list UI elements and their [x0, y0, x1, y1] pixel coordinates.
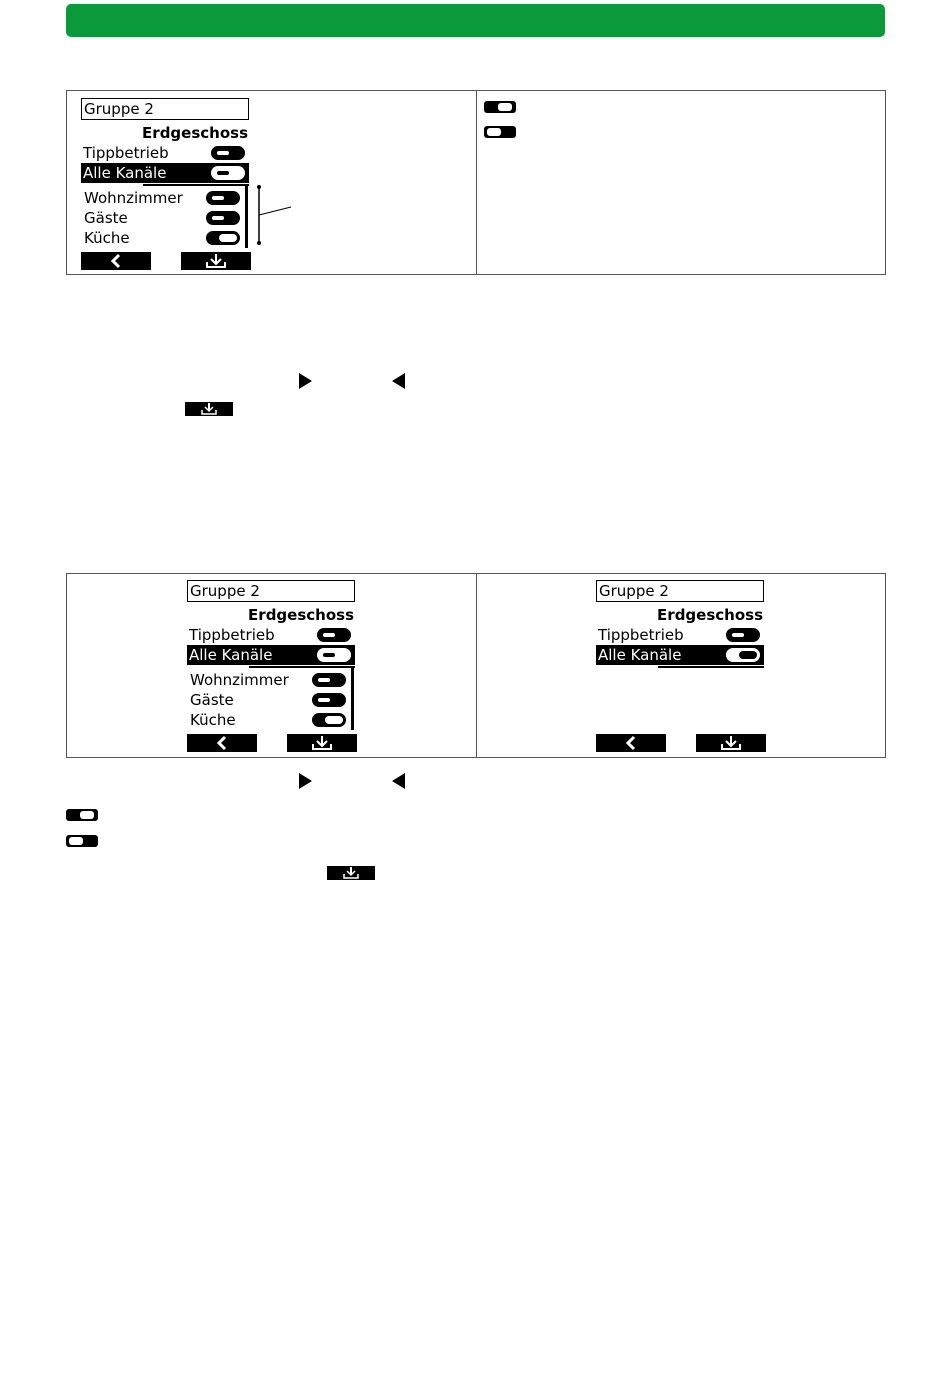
separator-line	[658, 666, 764, 668]
save-icon	[181, 252, 251, 270]
menu-row-kueche[interactable]: Küche	[81, 228, 249, 248]
toggle-off-icon	[66, 835, 98, 847]
menu-row-tippbetrieb[interactable]: Tippbetrieb	[596, 625, 764, 645]
separator-line	[143, 184, 249, 186]
display-subtitle: Erdgeschoss	[142, 124, 248, 142]
toggle-on-icon[interactable]	[206, 231, 240, 245]
save-icon	[696, 734, 766, 752]
menu-row-gaeste[interactable]: Gäste	[187, 690, 355, 710]
display-subtitle: Erdgeschoss	[657, 606, 763, 624]
menu-row-wohnzimmer[interactable]: Wohnzimmer	[81, 188, 249, 208]
toggle-off-icon[interactable]	[206, 191, 240, 205]
toggle-off-icon[interactable]	[206, 211, 240, 225]
display-title: Gruppe 2	[81, 98, 249, 120]
menu-row-gaeste[interactable]: Gäste	[81, 208, 249, 228]
scrollbar[interactable]	[245, 186, 248, 248]
panel-top	[66, 90, 886, 275]
softkey-bar	[596, 734, 766, 752]
panel-divider	[476, 91, 477, 274]
display-before	[187, 580, 357, 752]
menu-row-alle-kanaele[interactable]: Alle Kanäle	[187, 645, 355, 665]
scrollbar[interactable]	[351, 668, 354, 730]
separator-line	[249, 666, 355, 668]
toggle-on-icon	[484, 101, 516, 113]
toggle-off-icon[interactable]	[312, 693, 346, 707]
display-after	[596, 580, 766, 752]
arrow-right-icon	[299, 373, 312, 389]
toggle-on-icon[interactable]	[726, 648, 760, 662]
toggle-off-icon[interactable]	[211, 166, 245, 180]
toggle-off-icon[interactable]	[317, 628, 351, 642]
toggle-off-icon[interactable]	[726, 628, 760, 642]
toggle-on-icon	[66, 809, 98, 821]
save-icon	[185, 402, 233, 416]
back-softkey[interactable]	[81, 252, 151, 270]
menu-row-tippbetrieb[interactable]: Tippbetrieb	[187, 625, 355, 645]
panel-divider	[476, 574, 477, 757]
toggle-off-icon	[484, 126, 516, 138]
save-softkey[interactable]	[696, 734, 766, 752]
toggle-off-icon[interactable]	[211, 146, 245, 160]
back-softkey[interactable]	[187, 734, 257, 752]
softkey-bar	[81, 252, 251, 270]
back-icon	[81, 252, 151, 270]
back-icon	[187, 734, 257, 752]
arrow-left-icon	[392, 373, 405, 389]
toggle-on-icon[interactable]	[312, 713, 346, 727]
menu-row-kueche[interactable]: Küche	[187, 710, 355, 730]
menu-row-alle-kanaele[interactable]: Alle Kanäle	[81, 163, 249, 183]
callout-bracket	[253, 183, 293, 247]
arrow-left-icon	[392, 773, 405, 789]
menu-row-wohnzimmer[interactable]: Wohnzimmer	[187, 670, 355, 690]
save-softkey[interactable]	[181, 252, 251, 270]
arrow-right-icon	[299, 773, 312, 789]
toggle-off-icon[interactable]	[317, 648, 351, 662]
header-bar	[66, 4, 885, 37]
display-top	[81, 98, 251, 270]
menu-row-alle-kanaele[interactable]: Alle Kanäle	[596, 645, 764, 665]
softkey-bar	[187, 734, 357, 752]
save-softkey[interactable]	[287, 734, 357, 752]
back-icon	[596, 734, 666, 752]
panel-bottom	[66, 573, 886, 758]
menu-row-tippbetrieb[interactable]: Tippbetrieb	[81, 143, 249, 163]
display-subtitle: Erdgeschoss	[248, 606, 354, 624]
save-icon	[287, 734, 357, 752]
display-title: Gruppe 2	[596, 580, 764, 602]
display-title: Gruppe 2	[187, 580, 355, 602]
toggle-off-icon[interactable]	[312, 673, 346, 687]
back-softkey[interactable]	[596, 734, 666, 752]
save-icon	[327, 866, 375, 880]
